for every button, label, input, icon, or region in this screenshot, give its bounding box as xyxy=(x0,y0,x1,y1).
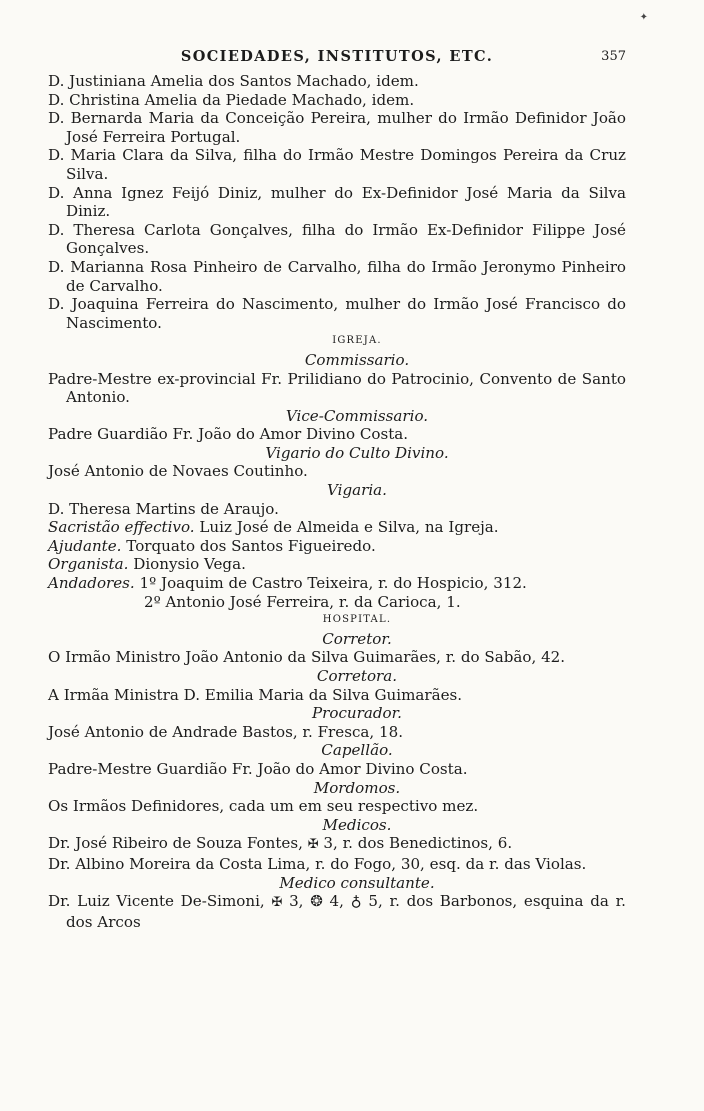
doctor-details: 3, ❂ 4, ♁ 5, r. dos Barbonos, esquina da r. dos Arcos xyxy=(66,892,626,931)
role-title: Vice-Commissario. xyxy=(285,406,429,425)
role-title: Medico consultante. xyxy=(279,873,435,892)
role-holder: O Irmão Ministro João Antonio da Silva Guimarães, r. do Sabão, 42. xyxy=(48,648,566,667)
page-number: 357 xyxy=(601,49,626,64)
order-cross-icon: ✠ xyxy=(307,837,319,853)
staff-label: Andadores. xyxy=(48,574,135,593)
role-title: Capellão. xyxy=(321,741,393,760)
role-holder: A Irmãa Ministra D. Emilia Maria da Silva Guimarães. xyxy=(48,685,463,704)
role-holder: Padre-Mestre ex-provincial Fr. Prilidiano do Patrocinio, Convento de Santo Antonio. xyxy=(48,369,626,407)
staff-row xyxy=(48,593,626,612)
role-title: Mordomos. xyxy=(313,778,401,797)
role-holder xyxy=(48,892,626,931)
staff-row xyxy=(48,518,626,537)
role-holder: Padre-Mestre Guardião Fr. João do Amor Divino Costa. xyxy=(48,759,468,778)
running-header xyxy=(48,46,626,70)
role-holder: Os Irmãos Definidores, cada um em seu respectivo mez. xyxy=(48,797,479,816)
staff-label: Ajudante. xyxy=(48,536,122,555)
list-item: D. Maria Clara da Silva, filha do Irmão Mestre Domingos Pereira da Cruz Silva. xyxy=(48,146,626,183)
staff-row xyxy=(48,555,626,574)
list-item: D. Bernarda Maria da Conceição Pereira, mulher do Irmão Definidor João José Ferreira Portugal. xyxy=(48,109,626,146)
staff-value: 1º Joaquim de Castro Teixeira, r. do Hospicio, 312. xyxy=(139,574,527,593)
role-title: Procurador. xyxy=(312,704,402,723)
list-item: D. Joaquina Ferreira do Nascimento, mulher do Irmão José Francisco do Nascimento. xyxy=(48,295,626,332)
role-holder: José Antonio de Novaes Coutinho. xyxy=(48,462,308,481)
staff-value: Luiz José de Almeida e Silva, na Igreja. xyxy=(199,518,499,537)
list-item: D. Christina Amelia da Piedade Machado, idem. xyxy=(48,90,415,109)
list-item: D. Theresa Carlota Gonçalves, filha do Irmão Ex-Definidor Filippe José Gonçalves. xyxy=(48,220,626,258)
staff-value: Torquato dos Santos Figueiredo. xyxy=(126,536,376,555)
section-heading-igreja: IGREJA. xyxy=(332,335,382,347)
section-heading-hospital: HOSPITAL. xyxy=(322,614,392,626)
list-item: D. Justiniana Amelia dos Santos Machado, idem. xyxy=(48,72,419,90)
order-cross-icon: ✠ xyxy=(271,895,283,911)
role-title: Commissario. xyxy=(304,350,410,369)
role-holder: José Antonio de Andrade Bastos, r. Fresca, 18. xyxy=(48,722,404,741)
role-holder xyxy=(48,834,626,855)
role-holder: D. Theresa Martins de Araujo. xyxy=(48,499,279,518)
doctor-name: Dr. José Ribeiro de Souza Fontes, xyxy=(48,834,303,853)
role-title: Vigaria. xyxy=(327,481,387,500)
role-title: Corretor. xyxy=(322,629,392,648)
staff-label: Sacristão effectivo. xyxy=(48,518,195,537)
role-holder: Dr. Albino Moreira da Costa Lima, r. do Fogo, 30, esq. da r. das Violas. xyxy=(48,854,587,873)
doctor-details: 3, r. dos Benedictinos, 6. xyxy=(323,834,513,853)
page-body xyxy=(48,72,626,931)
list-item: D. Anna Ignez Feijó Diniz, mulher do Ex-Definidor José Maria da Silva Diniz. xyxy=(48,183,626,221)
doctor-name: Dr. Luiz Vicente De-Simoni, xyxy=(48,892,265,911)
staff-label: Organista. xyxy=(48,555,129,574)
role-title: Medicos. xyxy=(322,815,392,834)
staff-row xyxy=(48,574,626,593)
staff-row xyxy=(48,537,626,556)
staff-value: 2º Antonio José Ferreira, r. da Carioca, 1. xyxy=(144,592,461,611)
staff-value: Dionysio Vega. xyxy=(133,555,246,574)
role-title: Corretora. xyxy=(316,667,398,685)
role-title: Vigario do Culto Divino. xyxy=(265,443,449,462)
ink-mark-icon: ✦ xyxy=(639,12,648,23)
header-title: SOCIEDADES, INSTITUTOS, ETC. xyxy=(180,48,494,65)
role-holder: Padre Guardião Fr. João do Amor Divino Costa. xyxy=(48,425,409,444)
list-item: D. Marianna Rosa Pinheiro de Carvalho, filha do Irmão Jeronymo Pinheiro de Carvalho. xyxy=(48,257,626,295)
